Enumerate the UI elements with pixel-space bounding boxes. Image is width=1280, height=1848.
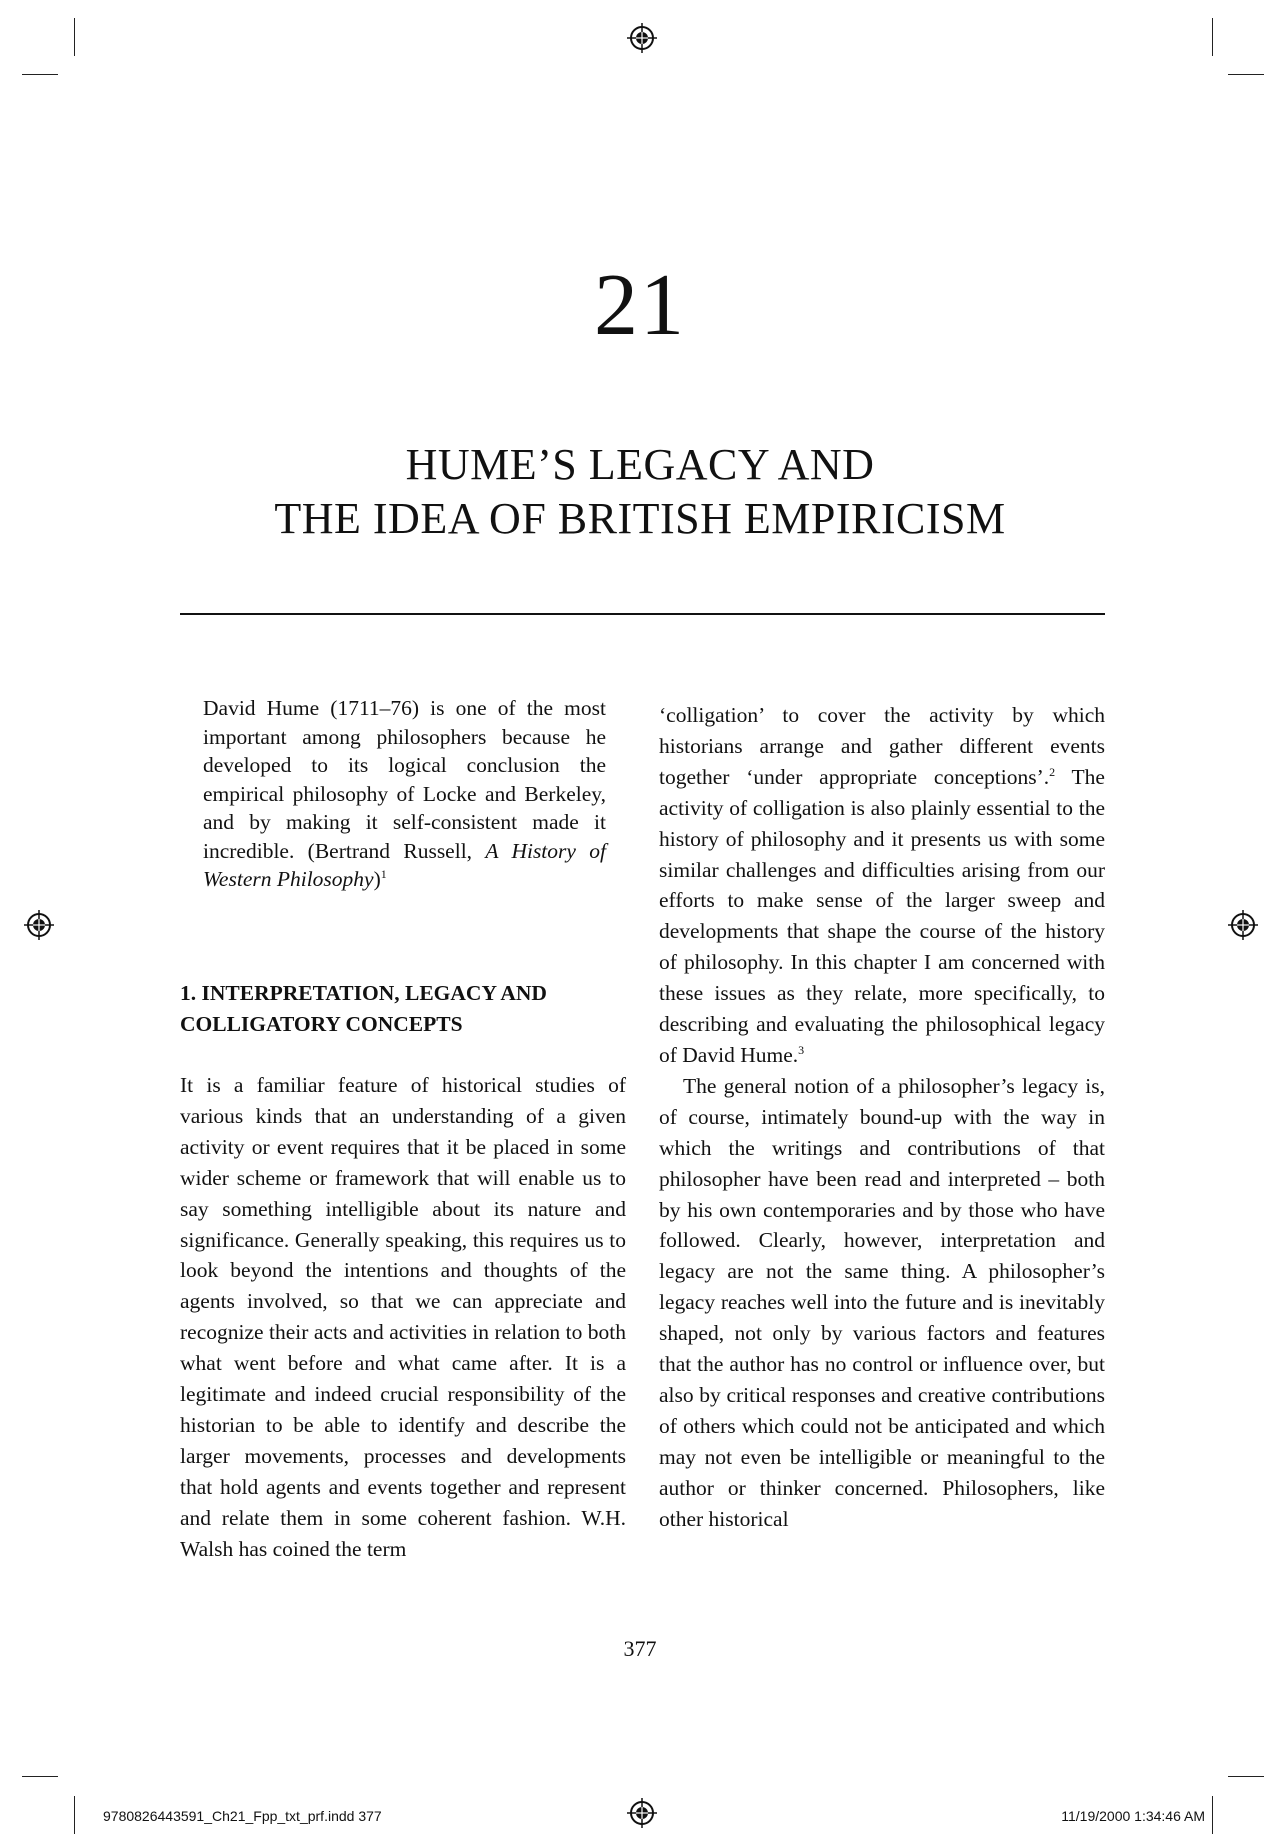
footnote-ref: 1: [380, 866, 387, 881]
chapter-title-line2: THE IDEA OF BRITISH EMPIRICISM: [274, 494, 1006, 543]
title-rule: [180, 613, 1105, 615]
page-number: 377: [623, 1636, 657, 1661]
crop-mark-bottom-right: [1212, 1796, 1213, 1834]
crop-mark-top-left: [74, 18, 75, 56]
body-column-right: [659, 700, 1105, 1534]
body-paragraph: The general notion of a philosopher’s legacy is, of course, intimately bound-up with the way in which the writings and contributions of that philosopher have been read and interpreted – both by his own contemporaries and by those who have followed. Clearly, however, interpretation and legacy are not the same thing. A philosopher’s legacy reaches well into the future and is inevitably shaped, not only by various factors and features that the author has no control or influence over, but also by critical responses and creative contributions of others which could not be anticipated and which may not even be intelligible or meaningful to the author or thinker concerned. Philosophers, like other historical: [659, 1073, 1105, 1531]
chapter-title-line1: HUME’S LEGACY AND: [405, 440, 875, 489]
body-paragraph: It is a familiar feature of historical studies of various kinds that an understanding of a given activity or event requires that it be placed in some wider scheme or framework that will enable us to say something intelligible about its nature and significance. Generally speaking, this requires us to look beyond the intentions and thoughts of the agents involved, so that we can appreciate and recognize their acts and activities in relation to both what went before and what came after. It is a legitimate and indeed crucial responsibility of the historian to be able to identify and describe the larger movements, processes and developments that hold agents and events together and represent and relate them in some coherent fashion. W.H. Walsh has coined the term: [180, 1073, 626, 1561]
crop-mark-top-right-h: [1228, 74, 1264, 75]
crop-mark-top-left-h: [22, 74, 58, 75]
crop-mark-bottom-right-h: [1228, 1776, 1264, 1777]
body-paragraph: [659, 700, 1105, 1071]
registration-mark-icon: [24, 910, 54, 940]
body-text: ‘colligation’ to cover the activity by which historians arrange and gather different events together ‘under appropriate conceptions’.: [659, 703, 1105, 789]
registration-mark-icon: [627, 1798, 657, 1828]
epigraph: [203, 694, 606, 894]
epigraph-close: ): [373, 867, 381, 891]
body-column-left: [180, 1070, 626, 1565]
registration-mark-icon: [1228, 910, 1258, 940]
chapter-title: [140, 438, 1140, 546]
epigraph-source-title: A History of Western Philosophy: [203, 838, 606, 891]
footnote-ref: 3: [798, 1042, 805, 1057]
footnote-ref: 2: [1049, 764, 1056, 779]
epigraph-text: David Hume (1711–76) is one of the most important among philosophers because he developed to its logical conclusion the empirical philosophy of Locke and Berkeley, and by making it self-consistent made it incredible. (Bertrand Russell,: [203, 696, 606, 863]
crop-mark-bottom-left-h: [22, 1776, 58, 1777]
section-heading-line1: 1. INTERPRETATION, LEGACY AND: [180, 981, 547, 1005]
section-heading-line2: COLLIGATORY CONCEPTS: [180, 1012, 463, 1036]
body-text: The activity of colligation is also plainly essential to the history of philosophy and it presents us with some similar challenges and difficulties arising from our efforts to make sense of the larger sweep and developments that shape the course of the history of philosophy. In this chapter I am concerned with these issues as they relate, more specifically, to describing and evaluating the philosophical legacy of David Hume.: [659, 764, 1105, 1067]
slug-file: 9780826443591_Ch21_Fpp_txt_prf.indd 377: [103, 1808, 382, 1824]
crop-mark-bottom-left: [74, 1796, 75, 1834]
section-heading: [180, 978, 626, 1040]
crop-mark-top-right: [1212, 18, 1213, 56]
registration-mark-icon: [627, 23, 657, 53]
slug-timestamp: 11/19/2000 1:34:46 AM: [1061, 1808, 1205, 1824]
chapter-number: 21: [594, 257, 686, 354]
